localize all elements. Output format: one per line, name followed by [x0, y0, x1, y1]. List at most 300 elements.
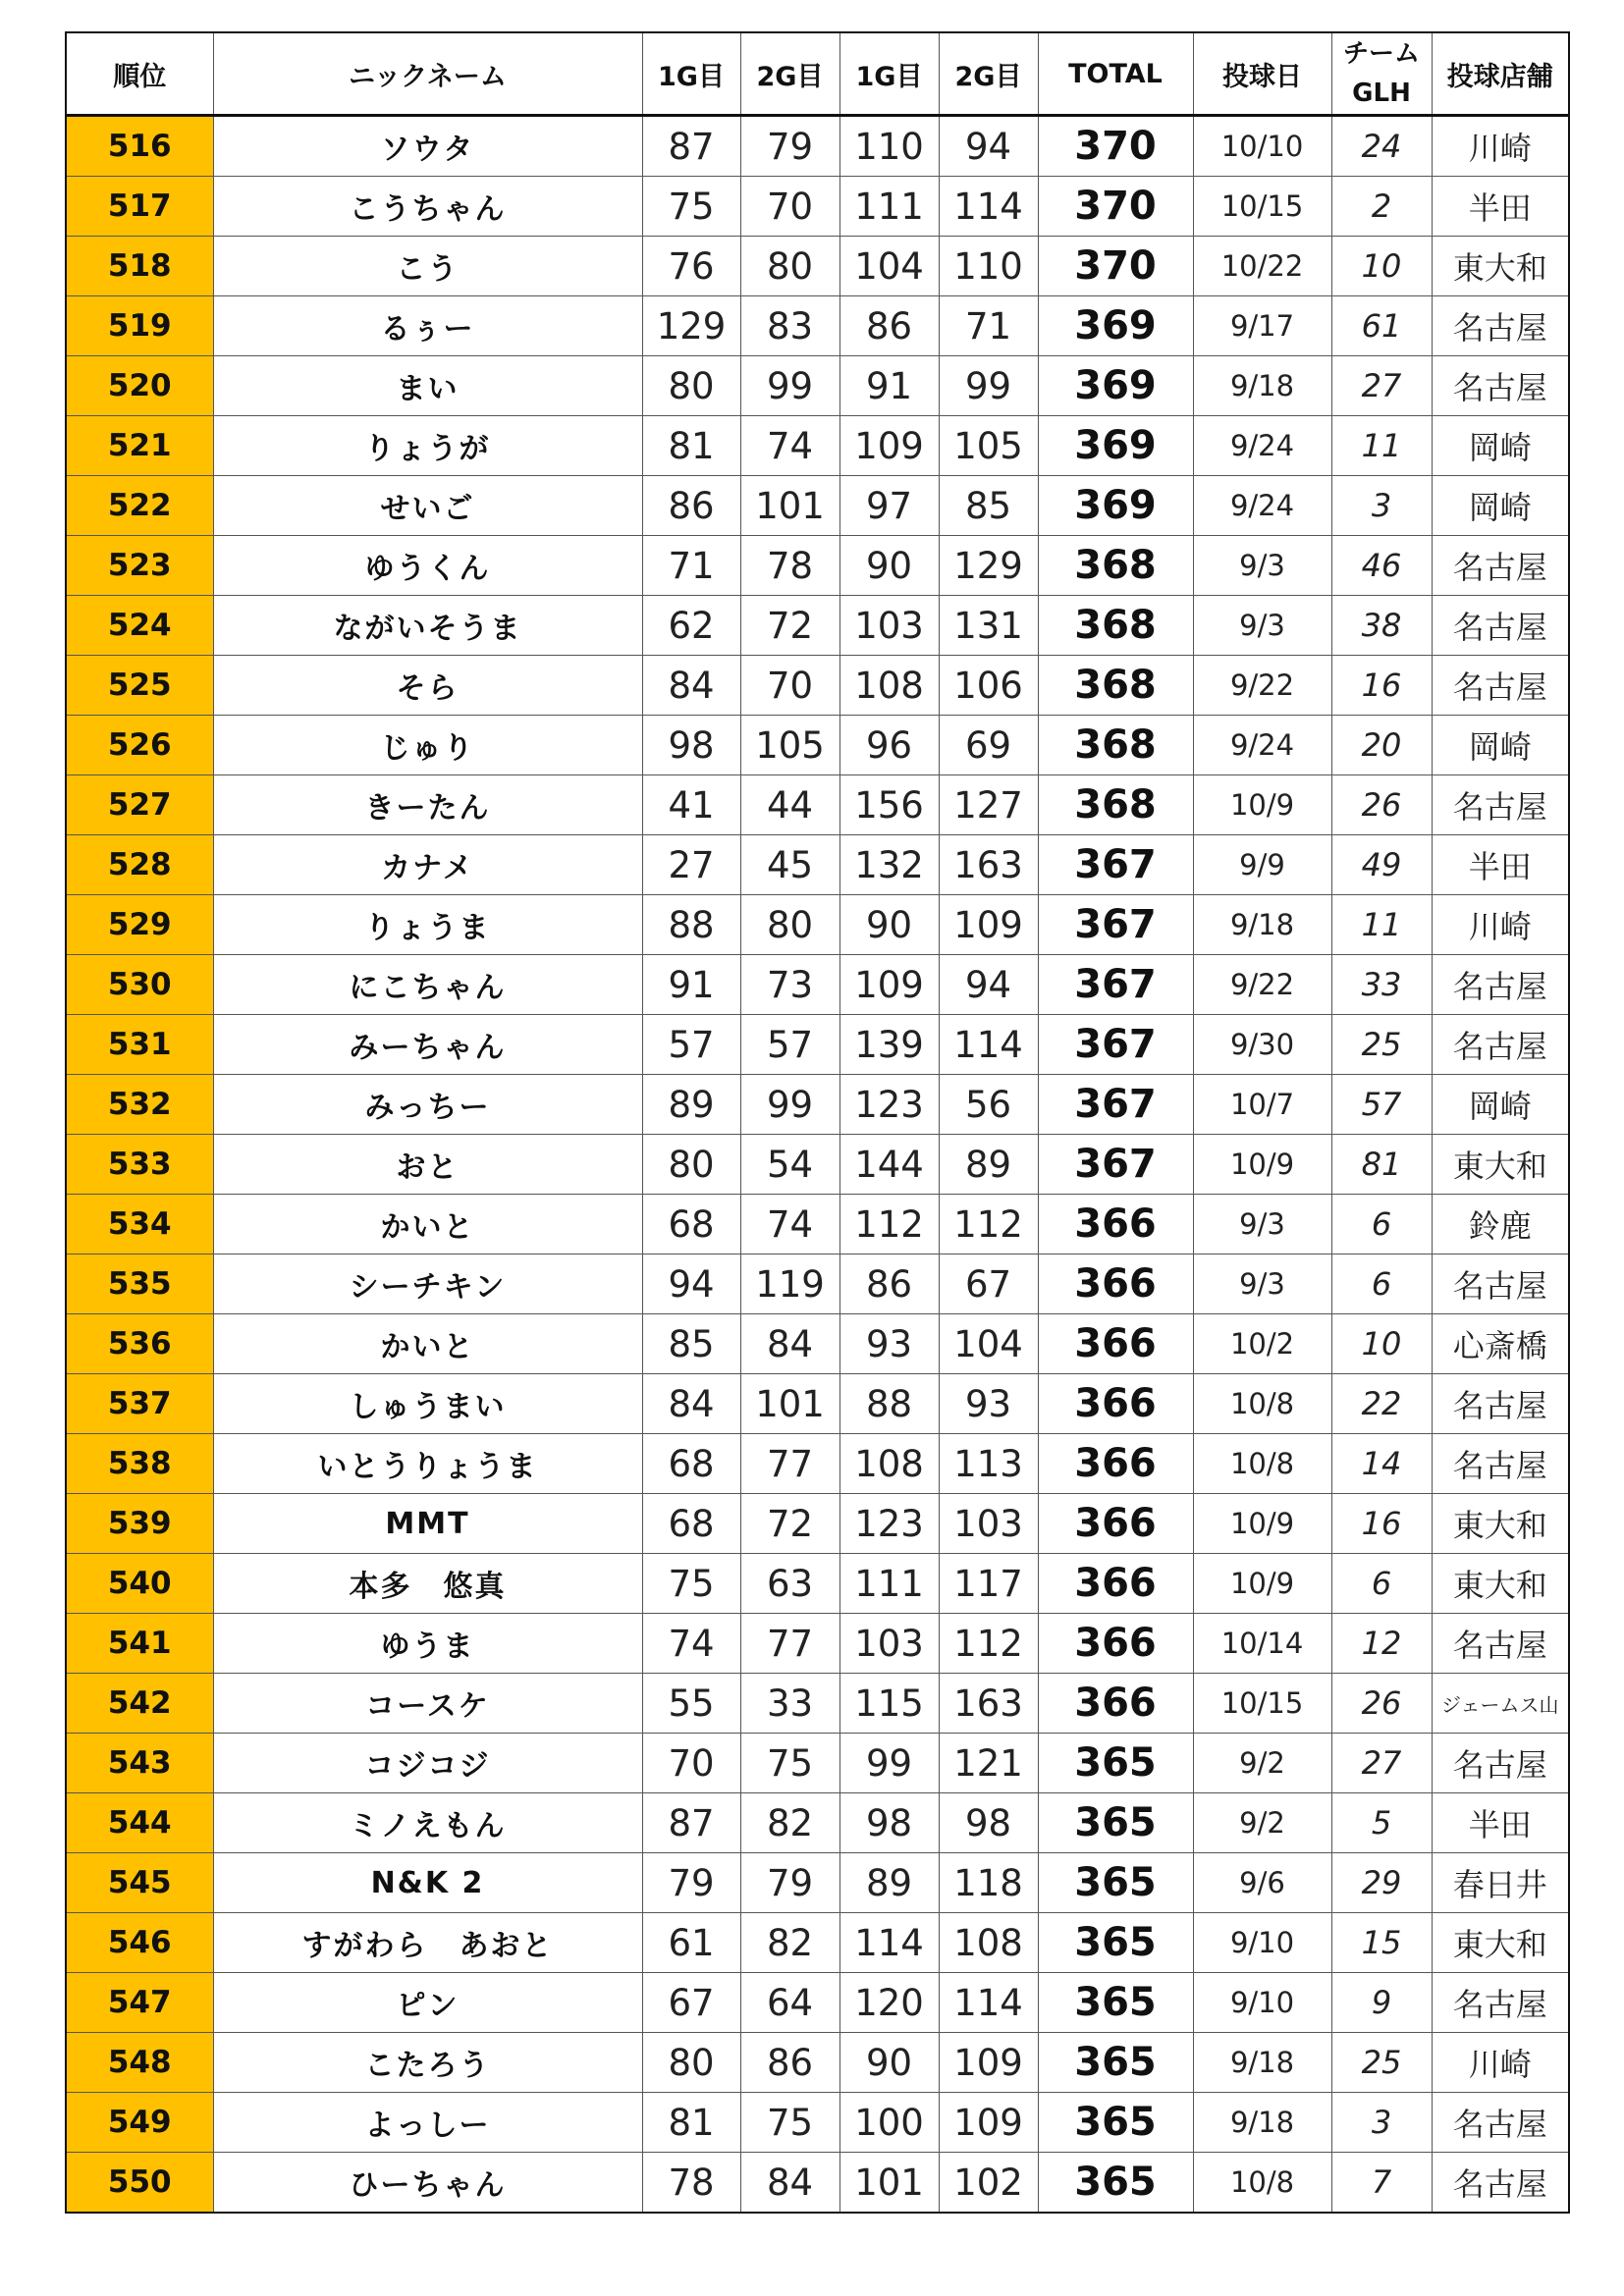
store-name: 名古屋	[1432, 1973, 1569, 2033]
total-score: 365	[1038, 1853, 1193, 1913]
table-row	[66, 116, 1569, 177]
game2-second-score: 109	[939, 2093, 1038, 2153]
game1-first-score: 80	[642, 2033, 740, 2093]
rank-cell: 536	[66, 1314, 213, 1374]
game2-second-score: 114	[939, 1973, 1038, 2033]
nickname-cell: ピン	[213, 1973, 642, 2033]
header-team-glh-line1: チーム	[1342, 39, 1420, 69]
bowling-date: 10/9	[1193, 775, 1331, 835]
team-glh: 29	[1331, 1853, 1432, 1913]
rank-cell: 527	[66, 775, 213, 835]
team-glh: 49	[1331, 835, 1432, 895]
rank-cell: 548	[66, 2033, 213, 2093]
game1-second-score: 86	[839, 1255, 939, 1314]
game1-second-score: 114	[839, 1913, 939, 1973]
nickname-cell: そら	[213, 656, 642, 716]
game2-second-score: 112	[939, 1614, 1038, 1674]
header-total: TOTAL	[1038, 32, 1193, 116]
game2-first-score: 82	[740, 1913, 839, 1973]
bowling-date: 10/9	[1193, 1135, 1331, 1195]
nickname-cell: ながいそうま	[213, 596, 642, 656]
table-row	[66, 716, 1569, 775]
bowling-date: 10/9	[1193, 1494, 1331, 1554]
bowling-date: 9/17	[1193, 296, 1331, 356]
game1-second-score: 108	[839, 656, 939, 716]
game2-first-score: 70	[740, 177, 839, 237]
rank-cell: 522	[66, 476, 213, 536]
game2-first-score: 74	[740, 1195, 839, 1255]
game2-second-score: 117	[939, 1554, 1038, 1614]
nickname-cell: コースケ	[213, 1674, 642, 1734]
total-score: 369	[1038, 416, 1193, 476]
store-name: 名古屋	[1432, 2093, 1569, 2153]
game1-second-score: 98	[839, 1793, 939, 1853]
team-glh: 6	[1331, 1255, 1432, 1314]
game1-first-score: 91	[642, 955, 740, 1015]
table-row	[66, 2093, 1569, 2153]
game1-second-score: 123	[839, 1494, 939, 1554]
game1-first-score: 84	[642, 656, 740, 716]
bowling-date: 9/10	[1193, 1913, 1331, 1973]
team-glh: 2	[1331, 177, 1432, 237]
nickname-cell: MMT	[213, 1494, 642, 1554]
table-header	[66, 32, 1569, 116]
bowling-date: 9/3	[1193, 1255, 1331, 1314]
rank-cell: 517	[66, 177, 213, 237]
game2-first-score: 79	[740, 1853, 839, 1913]
team-glh: 10	[1331, 237, 1432, 296]
total-score: 367	[1038, 835, 1193, 895]
header-row	[66, 32, 1569, 116]
team-glh: 38	[1331, 596, 1432, 656]
game2-second-score: 112	[939, 1195, 1038, 1255]
team-glh: 9	[1331, 1973, 1432, 2033]
nickname-cell: ゆうくん	[213, 536, 642, 596]
total-score: 366	[1038, 1554, 1193, 1614]
bowling-date: 10/14	[1193, 1614, 1331, 1674]
game2-second-score: 113	[939, 1434, 1038, 1494]
rank-cell: 534	[66, 1195, 213, 1255]
game2-first-score: 101	[740, 1374, 839, 1434]
team-glh: 12	[1331, 1614, 1432, 1674]
bowling-date: 9/2	[1193, 1734, 1331, 1793]
table-row	[66, 536, 1569, 596]
game1-second-score: 103	[839, 596, 939, 656]
store-name: 名古屋	[1432, 1374, 1569, 1434]
store-name: 岡崎	[1432, 476, 1569, 536]
game2-second-score: 106	[939, 656, 1038, 716]
game2-first-score: 84	[740, 2153, 839, 2214]
rank-cell: 541	[66, 1614, 213, 1674]
game2-second-score: 103	[939, 1494, 1038, 1554]
team-glh: 7	[1331, 2153, 1432, 2214]
game1-second-score: 101	[839, 2153, 939, 2214]
rank-cell: 528	[66, 835, 213, 895]
team-glh: 11	[1331, 895, 1432, 955]
game2-first-score: 72	[740, 596, 839, 656]
bowling-date: 9/24	[1193, 416, 1331, 476]
game2-first-score: 99	[740, 356, 839, 416]
game2-first-score: 45	[740, 835, 839, 895]
game2-second-score: 102	[939, 2153, 1038, 2214]
team-glh: 10	[1331, 1314, 1432, 1374]
table-row	[66, 1255, 1569, 1314]
game1-second-score: 115	[839, 1674, 939, 1734]
total-score: 368	[1038, 716, 1193, 775]
rank-cell: 530	[66, 955, 213, 1015]
table-row	[66, 1793, 1569, 1853]
table-row	[66, 656, 1569, 716]
bowling-date: 9/22	[1193, 656, 1331, 716]
game1-second-score: 89	[839, 1853, 939, 1913]
store-name: 名古屋	[1432, 955, 1569, 1015]
nickname-cell: ひーちゃん	[213, 2153, 642, 2214]
table-row	[66, 895, 1569, 955]
game2-second-score: 94	[939, 116, 1038, 177]
game1-first-score: 68	[642, 1494, 740, 1554]
table-row	[66, 775, 1569, 835]
team-glh: 57	[1331, 1075, 1432, 1135]
game1-first-score: 78	[642, 2153, 740, 2214]
store-name: 東大和	[1432, 1135, 1569, 1195]
table-row	[66, 1674, 1569, 1734]
bowling-date: 9/3	[1193, 1195, 1331, 1255]
game1-second-score: 112	[839, 1195, 939, 1255]
game2-second-score: 71	[939, 296, 1038, 356]
game1-second-score: 144	[839, 1135, 939, 1195]
total-score: 366	[1038, 1374, 1193, 1434]
bowling-date: 9/24	[1193, 716, 1331, 775]
game2-first-score: 105	[740, 716, 839, 775]
game2-second-score: 114	[939, 177, 1038, 237]
team-glh: 26	[1331, 1674, 1432, 1734]
total-score: 368	[1038, 775, 1193, 835]
nickname-cell: にこちゃん	[213, 955, 642, 1015]
rank-cell: 524	[66, 596, 213, 656]
team-glh: 16	[1331, 1494, 1432, 1554]
bowling-date: 9/30	[1193, 1015, 1331, 1075]
ranking-table	[65, 31, 1570, 2214]
rank-cell: 547	[66, 1973, 213, 2033]
total-score: 365	[1038, 1913, 1193, 1973]
table-row	[66, 1195, 1569, 1255]
store-name: 川崎	[1432, 2033, 1569, 2093]
game1-second-score: 110	[839, 116, 939, 177]
total-score: 366	[1038, 1314, 1193, 1374]
game1-first-score: 88	[642, 895, 740, 955]
game2-second-score: 129	[939, 536, 1038, 596]
game1-first-score: 62	[642, 596, 740, 656]
total-score: 365	[1038, 1793, 1193, 1853]
game2-second-score: 109	[939, 895, 1038, 955]
team-glh: 46	[1331, 536, 1432, 596]
game1-second-score: 104	[839, 237, 939, 296]
team-glh: 26	[1331, 775, 1432, 835]
total-score: 366	[1038, 1195, 1193, 1255]
game1-first-score: 87	[642, 116, 740, 177]
nickname-cell: いとうりょうま	[213, 1434, 642, 1494]
game2-first-score: 75	[740, 1734, 839, 1793]
game2-first-score: 64	[740, 1973, 839, 2033]
table-row	[66, 835, 1569, 895]
total-score: 368	[1038, 596, 1193, 656]
total-score: 365	[1038, 2153, 1193, 2214]
team-glh: 24	[1331, 116, 1432, 177]
game1-second-score: 97	[839, 476, 939, 536]
store-name: 名古屋	[1432, 1434, 1569, 1494]
game1-first-score: 27	[642, 835, 740, 895]
team-glh: 14	[1331, 1434, 1432, 1494]
total-score: 369	[1038, 356, 1193, 416]
store-name: 岡崎	[1432, 416, 1569, 476]
team-glh: 25	[1331, 1015, 1432, 1075]
game2-second-score: 85	[939, 476, 1038, 536]
header-game2-first: 2G目	[740, 32, 839, 116]
rank-cell: 516	[66, 116, 213, 177]
table-row	[66, 1554, 1569, 1614]
nickname-cell: まい	[213, 356, 642, 416]
game1-first-score: 98	[642, 716, 740, 775]
store-name: 東大和	[1432, 1494, 1569, 1554]
total-score: 369	[1038, 296, 1193, 356]
game2-first-score: 119	[740, 1255, 839, 1314]
game1-second-score: 86	[839, 296, 939, 356]
game2-first-score: 44	[740, 775, 839, 835]
game2-first-score: 33	[740, 1674, 839, 1734]
table-body	[66, 116, 1569, 2214]
game1-first-score: 68	[642, 1195, 740, 1255]
game2-first-score: 78	[740, 536, 839, 596]
game2-second-score: 108	[939, 1913, 1038, 1973]
table-row	[66, 1135, 1569, 1195]
table-row	[66, 356, 1569, 416]
header-store: 投球店舗	[1432, 32, 1569, 116]
game1-second-score: 109	[839, 416, 939, 476]
game1-second-score: 103	[839, 1614, 939, 1674]
game1-first-score: 89	[642, 1075, 740, 1135]
nickname-cell: りょうま	[213, 895, 642, 955]
store-name: 名古屋	[1432, 356, 1569, 416]
bowling-date: 10/8	[1193, 2153, 1331, 2214]
table-row	[66, 596, 1569, 656]
game2-second-score: 163	[939, 835, 1038, 895]
bowling-date: 9/6	[1193, 1853, 1331, 1913]
game2-first-score: 63	[740, 1554, 839, 1614]
store-name: 東大和	[1432, 1554, 1569, 1614]
game2-second-score: 104	[939, 1314, 1038, 1374]
rank-cell: 532	[66, 1075, 213, 1135]
game2-first-score: 75	[740, 2093, 839, 2153]
game2-first-score: 84	[740, 1314, 839, 1374]
table-row	[66, 1494, 1569, 1554]
game2-second-score: 67	[939, 1255, 1038, 1314]
game1-second-score: 96	[839, 716, 939, 775]
bowling-date: 9/2	[1193, 1793, 1331, 1853]
rank-cell: 550	[66, 2153, 213, 2214]
nickname-cell: コジコジ	[213, 1734, 642, 1793]
table-row	[66, 1374, 1569, 1434]
table-row	[66, 1434, 1569, 1494]
rank-cell: 521	[66, 416, 213, 476]
game1-second-score: 111	[839, 1554, 939, 1614]
store-name: 名古屋	[1432, 296, 1569, 356]
store-name: 名古屋	[1432, 1015, 1569, 1075]
store-name: 岡崎	[1432, 716, 1569, 775]
table-row	[66, 1734, 1569, 1793]
bowling-date: 9/3	[1193, 536, 1331, 596]
game2-second-score: 121	[939, 1734, 1038, 1793]
team-glh: 6	[1331, 1554, 1432, 1614]
table-row	[66, 955, 1569, 1015]
store-name: 川崎	[1432, 895, 1569, 955]
game1-first-score: 81	[642, 416, 740, 476]
game2-first-score: 72	[740, 1494, 839, 1554]
rank-cell: 542	[66, 1674, 213, 1734]
game2-second-score: 89	[939, 1135, 1038, 1195]
nickname-cell: よっしー	[213, 2093, 642, 2153]
total-score: 366	[1038, 1494, 1193, 1554]
nickname-cell: しゅうまい	[213, 1374, 642, 1434]
store-name: 川崎	[1432, 116, 1569, 177]
game1-first-score: 80	[642, 356, 740, 416]
nickname-cell: かいと	[213, 1195, 642, 1255]
store-name: 名古屋	[1432, 656, 1569, 716]
rank-cell: 519	[66, 296, 213, 356]
bowling-date: 10/22	[1193, 237, 1331, 296]
game1-second-score: 90	[839, 895, 939, 955]
team-glh: 25	[1331, 2033, 1432, 2093]
header-date: 投球日	[1193, 32, 1331, 116]
game1-second-score: 99	[839, 1734, 939, 1793]
bowling-date: 9/18	[1193, 895, 1331, 955]
rank-cell: 520	[66, 356, 213, 416]
table-row	[66, 476, 1569, 536]
rank-cell: 540	[66, 1554, 213, 1614]
nickname-cell: みーちゃん	[213, 1015, 642, 1075]
bowling-date: 10/8	[1193, 1434, 1331, 1494]
game1-second-score: 88	[839, 1374, 939, 1434]
store-name: 名古屋	[1432, 1734, 1569, 1793]
game2-first-score: 80	[740, 237, 839, 296]
table-row	[66, 2033, 1569, 2093]
nickname-cell: ミノえもん	[213, 1793, 642, 1853]
bowling-date: 10/10	[1193, 116, 1331, 177]
table-row	[66, 1015, 1569, 1075]
game1-first-score: 55	[642, 1674, 740, 1734]
header-game1-second: 1G目	[839, 32, 939, 116]
nickname-cell: すがわら あおと	[213, 1913, 642, 1973]
total-score: 365	[1038, 2093, 1193, 2153]
game2-second-score: 109	[939, 2033, 1038, 2093]
bowling-date: 10/8	[1193, 1374, 1331, 1434]
bowling-date: 10/15	[1193, 177, 1331, 237]
game1-first-score: 84	[642, 1374, 740, 1434]
game1-first-score: 81	[642, 2093, 740, 2153]
game2-second-score: 56	[939, 1075, 1038, 1135]
store-name: 名古屋	[1432, 536, 1569, 596]
game2-first-score: 99	[740, 1075, 839, 1135]
bowling-date: 10/7	[1193, 1075, 1331, 1135]
total-score: 366	[1038, 1614, 1193, 1674]
game1-first-score: 129	[642, 296, 740, 356]
game2-first-score: 79	[740, 116, 839, 177]
rank-cell: 539	[66, 1494, 213, 1554]
game2-first-score: 77	[740, 1434, 839, 1494]
table-row	[66, 296, 1569, 356]
total-score: 368	[1038, 536, 1193, 596]
rank-cell: 531	[66, 1015, 213, 1075]
bowling-date: 9/18	[1193, 2033, 1331, 2093]
total-score: 368	[1038, 656, 1193, 716]
nickname-cell: かいと	[213, 1314, 642, 1374]
game2-second-score: 127	[939, 775, 1038, 835]
game2-second-score: 110	[939, 237, 1038, 296]
table-row	[66, 1075, 1569, 1135]
game1-first-score: 75	[642, 1554, 740, 1614]
game2-first-score: 82	[740, 1793, 839, 1853]
rank-cell: 549	[66, 2093, 213, 2153]
store-name: 心斎橋	[1432, 1314, 1569, 1374]
game1-first-score: 41	[642, 775, 740, 835]
game2-first-score: 101	[740, 476, 839, 536]
rank-cell: 525	[66, 656, 213, 716]
table-row	[66, 2153, 1569, 2214]
game2-second-score: 94	[939, 955, 1038, 1015]
nickname-cell: 本多 悠真	[213, 1554, 642, 1614]
game2-first-score: 86	[740, 2033, 839, 2093]
store-name: ジェームス山	[1432, 1674, 1569, 1734]
bowling-date: 9/22	[1193, 955, 1331, 1015]
total-score: 366	[1038, 1255, 1193, 1314]
store-name: 東大和	[1432, 1913, 1569, 1973]
bowling-date: 10/15	[1193, 1674, 1331, 1734]
total-score: 367	[1038, 1015, 1193, 1075]
nickname-cell: カナメ	[213, 835, 642, 895]
nickname-cell: じゅり	[213, 716, 642, 775]
game1-second-score: 156	[839, 775, 939, 835]
team-glh: 22	[1331, 1374, 1432, 1434]
team-glh: 11	[1331, 416, 1432, 476]
nickname-cell: みっちー	[213, 1075, 642, 1135]
rank-cell: 526	[66, 716, 213, 775]
team-glh: 27	[1331, 1734, 1432, 1793]
team-glh: 16	[1331, 656, 1432, 716]
game2-first-score: 77	[740, 1614, 839, 1674]
total-score: 370	[1038, 116, 1193, 177]
game1-first-score: 79	[642, 1853, 740, 1913]
team-glh: 3	[1331, 2093, 1432, 2153]
nickname-cell: こたろう	[213, 2033, 642, 2093]
rank-cell: 543	[66, 1734, 213, 1793]
table-row	[66, 237, 1569, 296]
game2-first-score: 73	[740, 955, 839, 1015]
team-glh: 15	[1331, 1913, 1432, 1973]
game1-second-score: 120	[839, 1973, 939, 2033]
store-name: 春日井	[1432, 1853, 1569, 1913]
header-rank: 順位	[66, 32, 213, 116]
game1-second-score: 108	[839, 1434, 939, 1494]
bowling-date: 9/9	[1193, 835, 1331, 895]
total-score: 370	[1038, 237, 1193, 296]
table-row	[66, 177, 1569, 237]
store-name: 東大和	[1432, 237, 1569, 296]
team-glh: 20	[1331, 716, 1432, 775]
game1-first-score: 61	[642, 1913, 740, 1973]
game1-first-score: 74	[642, 1614, 740, 1674]
game1-first-score: 76	[642, 237, 740, 296]
nickname-cell: きーたん	[213, 775, 642, 835]
store-name: 半田	[1432, 177, 1569, 237]
